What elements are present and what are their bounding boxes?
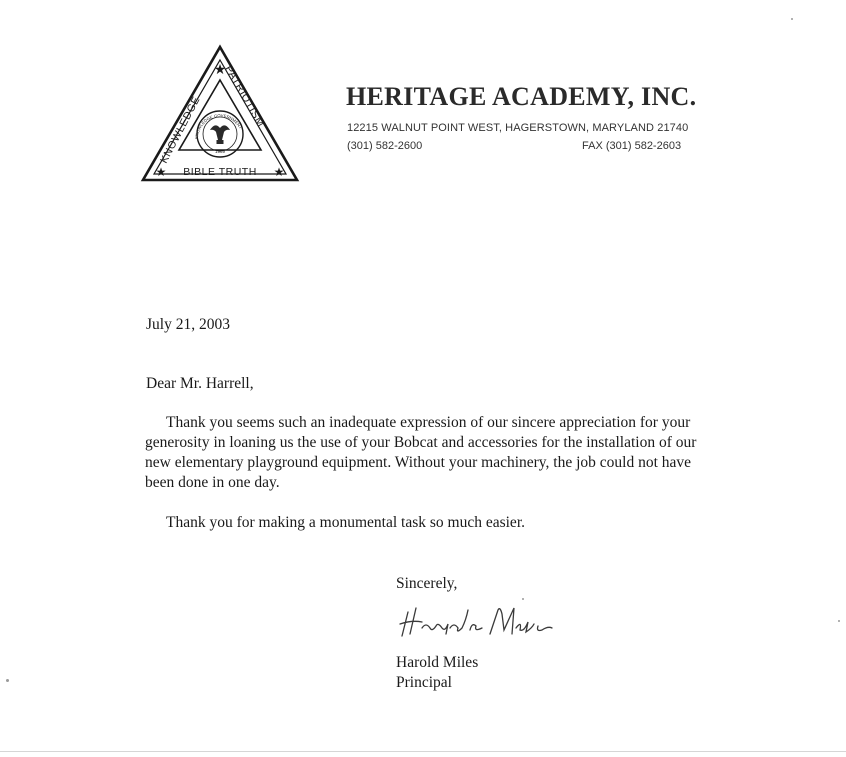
scan-speck — [522, 598, 524, 600]
fax-number: FAX (301) 582-2603 — [582, 140, 682, 152]
star-icon: ★ — [155, 165, 167, 179]
address-line: 12215 WALNUT POINT WEST, HAGERSTOWN, MARYLAND 21740 — [347, 122, 689, 134]
logo-word-knowledge: KNOWLEDGE — [158, 94, 203, 166]
body-paragraph-1: Thank you seems such an inadequate expression of our sincere appreciation for your generosity in loaning us the use of your Bobcat and accessories for the installation of our new elementary playground equipment. Without your machinery, the job could not have been done in one day. — [145, 414, 697, 491]
signer-name: Harold Miles — [396, 654, 479, 671]
seal-text: KNOWLEDGE GOVERNMENT — [193, 112, 244, 140]
star-icon: ★ — [273, 165, 285, 179]
body-paragraph-2: Thank you for making a monumental task so much easier. — [166, 514, 525, 531]
organization-name: HERITAGE ACADEMY, INC. — [346, 82, 697, 111]
scan-speck — [838, 620, 840, 622]
seal-year: 1969 — [214, 149, 226, 154]
salutation: Dear Mr. Harrell, — [146, 375, 254, 392]
academy-logo — [140, 44, 300, 184]
closing: Sincerely, — [396, 575, 458, 592]
logo-word-patriotism: PATRIOTISM — [222, 63, 267, 130]
triangle-seal-icon — [140, 44, 300, 184]
scan-speck — [791, 18, 793, 20]
star-icon: ★ — [213, 63, 227, 78]
letter-date: July 21, 2003 — [146, 316, 230, 333]
logo-word-bible-truth: BIBLE TRUTH — [183, 166, 257, 178]
scan-bottom-edge — [0, 751, 846, 752]
scan-speck — [6, 679, 9, 682]
signer-title: Principal — [396, 674, 452, 691]
phone-number: (301) 582-2600 — [347, 140, 423, 152]
eagle-icon — [210, 125, 230, 144]
handwritten-signature — [392, 600, 562, 644]
